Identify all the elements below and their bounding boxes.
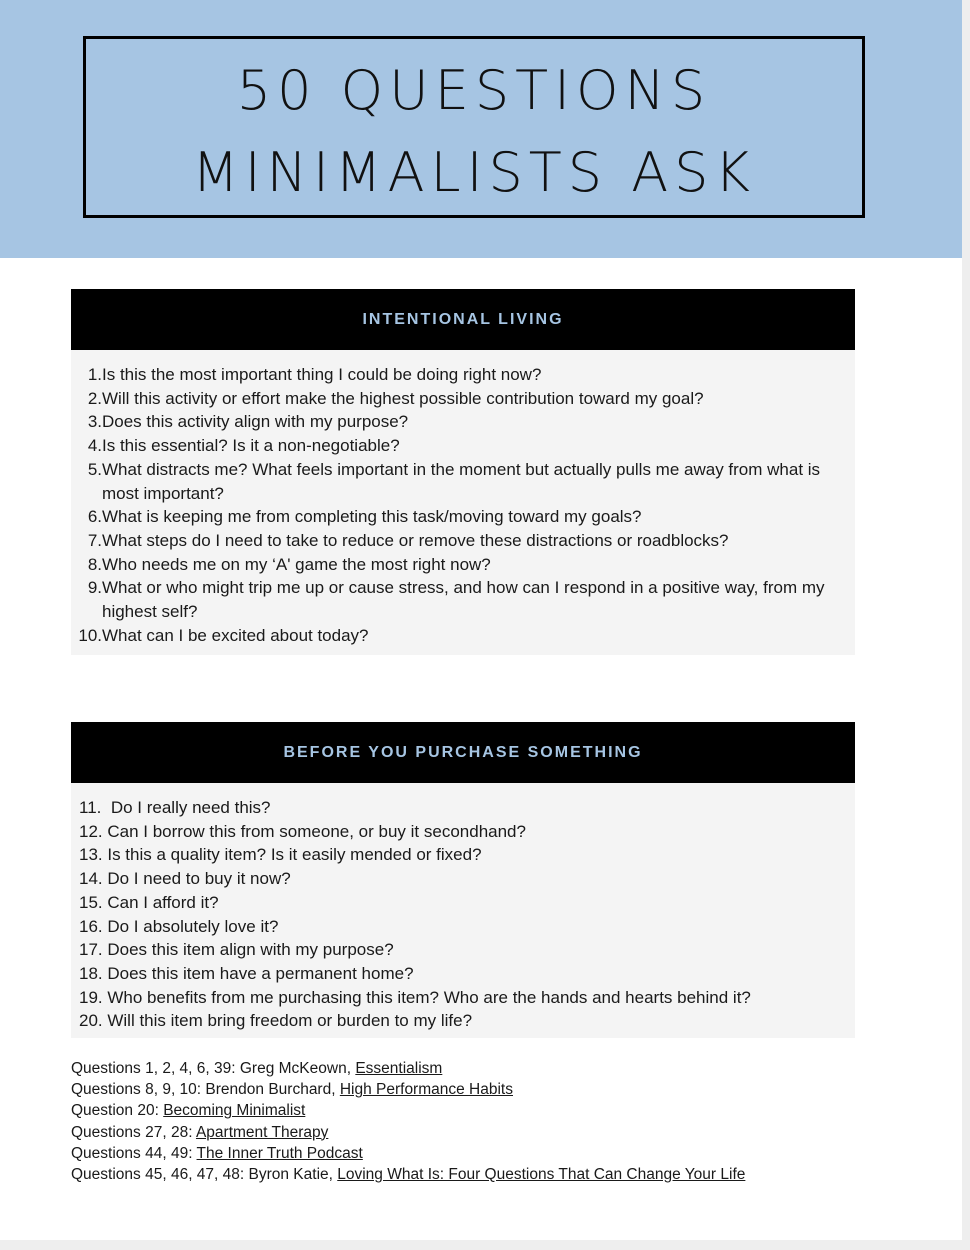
question-text: What steps do I need to take to reduce or remove these distractions or roadblocks? [102,530,729,550]
question-number: 7. [87,530,102,550]
section-heading-intentional-living: INTENTIONAL LIVING [71,289,855,350]
source-line [71,1122,931,1143]
question-text: What distracts me? What feels important in the moment but actually pulls me away from what is most important? [102,459,821,503]
source-link-essentialism[interactable]: Essentialism [355,1060,443,1077]
list-item: 20. Will this item bring freedom or burden to my life? [79,1011,473,1031]
header-band [0,0,962,258]
source-prefix: Questions 45, 46, 47, 48: Byron Katie, [71,1166,338,1184]
section-heading-before-you-purchase: BEFORE YOU PURCHASE SOMETHING [71,722,855,783]
question-list-before-you-purchase [71,783,855,1038]
question-number: 5. [87,459,102,479]
list-item: 15. Can I afford it? [79,892,219,912]
question-number: 4. [87,436,102,456]
question-text: What or who might trip me up or cause stress, and how can I respond in a positive way, from my highest self? [102,578,825,622]
question-text: Will this activity or effort make the highest possible contribution toward my goal? [102,388,704,408]
question-number: 8. [87,554,102,574]
question-number: 2. [87,388,102,408]
list-item [71,553,855,577]
question-text: Who needs me on my ‘A' game the most right now? [102,554,491,574]
source-line [71,1100,931,1121]
list-item [71,434,855,458]
sources-list [71,1058,931,1185]
source-link-becoming-minimalist[interactable]: Becoming Minimalist [163,1102,306,1120]
list-item: 19. Who benefits from me purchasing this item? Who are the hands and hearts behind it? [79,987,751,1007]
list-item: 12. Can I borrow this from someone, or buy it secondhand? [79,821,526,841]
source-prefix: Questions 8, 9, 10: Brendon Burchard, [71,1081,340,1099]
source-line [71,1058,931,1079]
list-item: 13. Is this a quality item? Is it easily mended or fixed? [79,845,482,865]
title-box [83,36,865,218]
source-link-loving-what-is[interactable]: Loving What Is: Four Questions That Can Change Your Life [337,1166,746,1184]
source-prefix: Question 20: [71,1102,164,1120]
question-text: What is keeping me from completing this task/moving toward my goals? [102,507,642,527]
list-item [71,410,855,434]
list-item [71,458,855,505]
question-list-intentional-living [71,350,855,655]
question-text: Is this the most important thing I could be doing right now? [102,365,542,384]
question-number: 1. [87,365,102,384]
list-item [71,505,855,529]
page-edge-bottom [0,1240,970,1250]
source-line [71,1079,931,1100]
source-prefix: Questions 27, 28: [71,1123,196,1141]
question-number: 3. [87,412,102,432]
list-item: 11. Do I really need this? [79,798,271,817]
source-line [71,1143,931,1164]
question-number: 10. [78,625,102,645]
source-prefix: Questions 44, 49: [71,1144,197,1162]
question-text: Is this essential? Is it a non-negotiable? [102,436,400,456]
source-line [71,1164,931,1185]
source-prefix: Questions 1, 2, 4, 6, 39: Greg McKeown, [71,1060,356,1077]
list-item [71,529,855,553]
list-item: 16. Do I absolutely love it? [79,916,279,936]
question-number: 6. [87,507,102,527]
source-link-inner-truth-podcast[interactable]: The Inner Truth Podcast [196,1144,363,1162]
page-edge-right [962,0,970,1250]
title-line-1: 50 QUESTIONS [236,59,712,122]
list-item [71,363,855,387]
list-item [71,624,855,648]
list-item: 17. Does this item align with my purpose? [79,940,394,960]
list-item: 14. Do I need to buy it now? [79,869,291,889]
title-line-2: MINIMALISTS ASK [192,141,756,204]
question-text: Does this activity align with my purpose? [102,412,409,432]
question-text: What can I be excited about today? [102,625,369,645]
source-link-high-performance-habits[interactable]: High Performance Habits [339,1081,513,1099]
source-link-apartment-therapy[interactable]: Apartment Therapy [195,1123,329,1141]
list-item: 18. Does this item have a permanent home? [79,963,414,983]
question-number: 9. [87,578,102,598]
list-item [71,576,855,623]
list-item [71,387,855,411]
